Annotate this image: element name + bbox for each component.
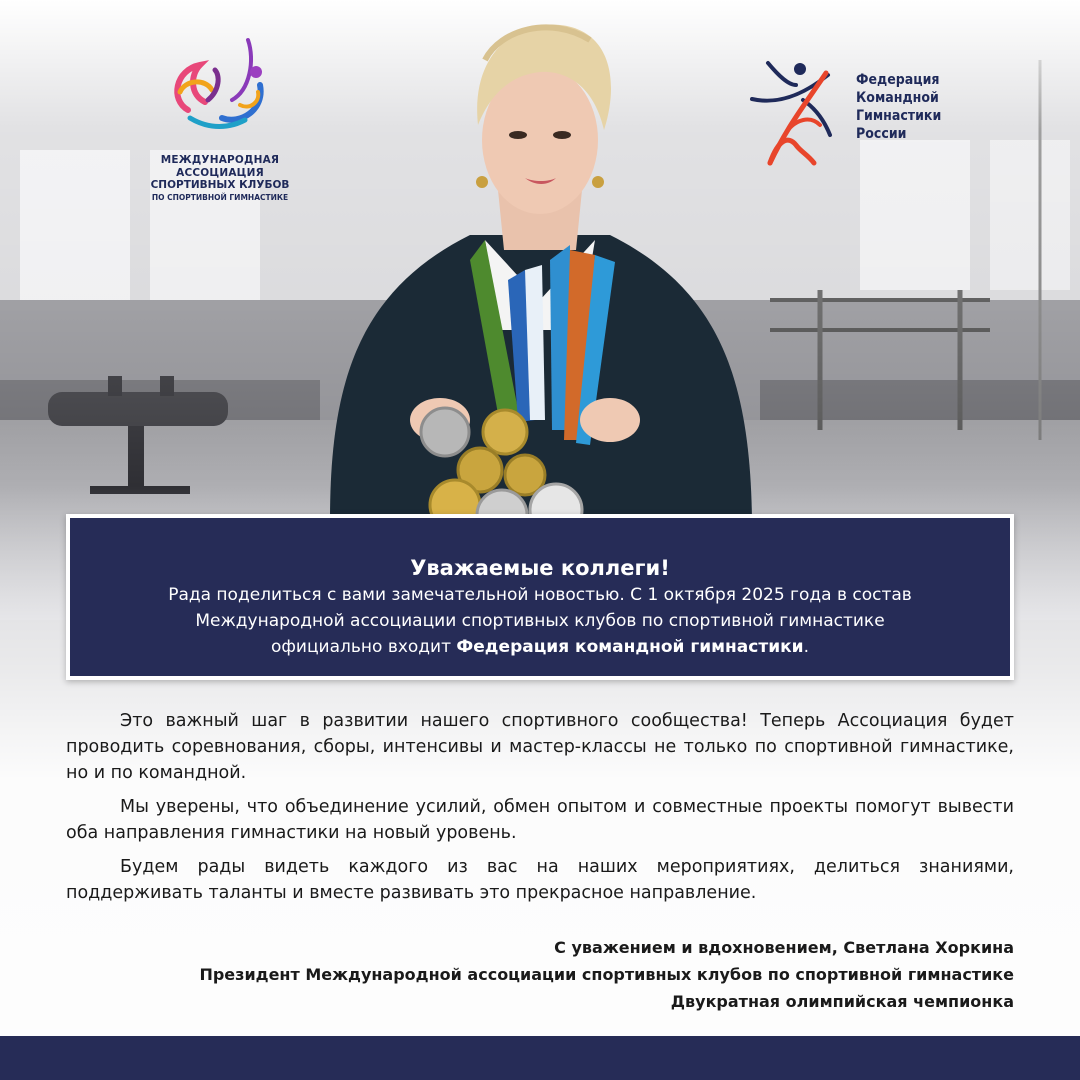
announcement-panel [66, 514, 1014, 680]
signature-line3: Двукратная олимпийская чемпионка [670, 992, 1014, 1011]
signature-line1: С уважением и вдохновением, Светлана Хоркина [554, 938, 1014, 957]
panel-line3-post: . [803, 637, 809, 657]
team-gymnast-icon [748, 55, 848, 167]
panel-text [110, 582, 970, 660]
paragraph-1: Это важный шаг в развитии нашего спортивного сообщества! Теперь Ассоциация будет проводить соревнования, сборы, интенсивы и мастер-классы не только по спортивной гимнастике, но и по командной. [66, 711, 1014, 783]
paragraph-3: Будем рады видеть каждого из вас на наших мероприятиях, делиться знаниями, поддерживать таланты и вместе развивать это прекрасное направление. [66, 857, 1014, 903]
federation-name-line2: Командной [856, 90, 939, 106]
federation-name-line4: России [856, 126, 907, 142]
association-name-line3: ПО СПОРТИВНОЙ ГИМНАСТИКЕ [151, 192, 289, 202]
panel-heading: Уважаемые коллеги! [410, 556, 670, 580]
panel-line3-bold: Федерация командной гимнастики [456, 637, 804, 657]
paragraph-2: Мы уверены, что объединение усилий, обмен опытом и совместные проекты помогут вывести оба направления гимнастики на новый уровень. [66, 797, 1014, 843]
association-logo [120, 30, 320, 202]
signature-block [199, 934, 1014, 1015]
signature-line2: Президент Международной ассоциации спортивных клубов по спортивной гимнастике [199, 965, 1014, 984]
association-name-line1: МЕЖДУНАРОДНАЯ АССОЦИАЦИЯ [160, 154, 280, 179]
federation-name [856, 71, 941, 143]
letter-body [66, 708, 1014, 914]
president-portrait [320, 0, 760, 520]
federation-name-line1: Федерация [856, 72, 940, 88]
panel-line3-pre: официально входит [271, 637, 457, 657]
panel-line1: Рада поделиться с вами замечательной новостью. С 1 октября 2025 года в состав [168, 585, 912, 605]
federation-name-line3: Гимнастики [856, 108, 942, 124]
panel-line2: Международной ассоциации спортивных клубов по спортивной гимнастике [195, 611, 885, 631]
association-name-line2: СПОРТИВНЫХ КЛУБОВ [150, 179, 290, 192]
federation-logo [748, 55, 948, 175]
footer-bar [0, 1036, 1080, 1080]
gymnast-swirl-icon [160, 30, 280, 140]
